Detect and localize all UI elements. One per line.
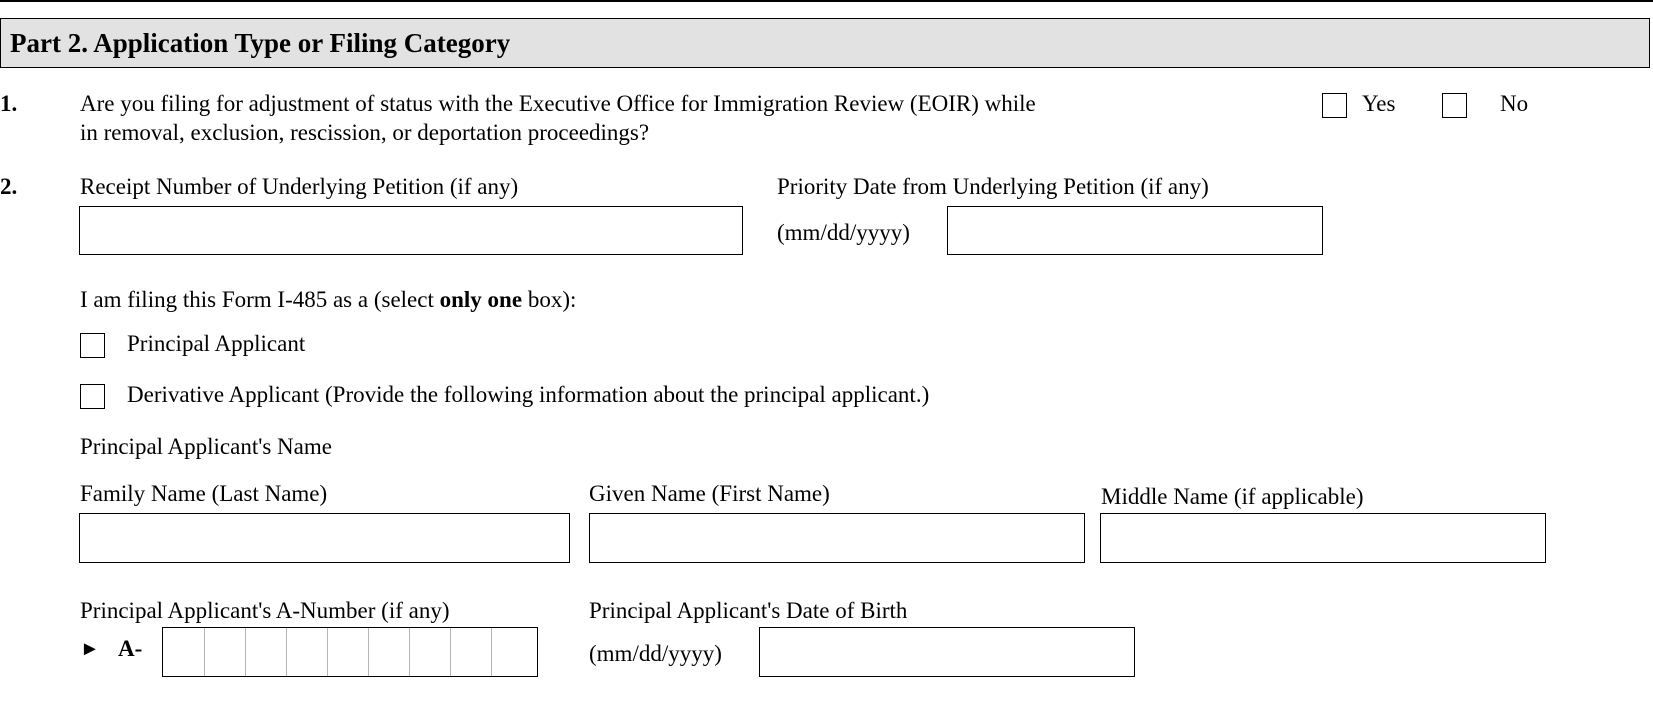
family-name-input[interactable] bbox=[79, 513, 570, 563]
a-number-cell-divider bbox=[245, 628, 246, 676]
a-number-input[interactable] bbox=[162, 627, 538, 677]
yes-label: Yes bbox=[1362, 91, 1396, 116]
principal-applicant-checkbox[interactable] bbox=[80, 333, 105, 358]
receipt-number-label: Receipt Number of Underlying Petition (if any) bbox=[80, 174, 519, 199]
filing-as-prefix: I am filing this Form I-485 as a (select bbox=[80, 287, 440, 312]
priority-date-input[interactable] bbox=[947, 206, 1323, 255]
filing-as-bold: only one bbox=[439, 287, 523, 312]
question-1-number: 1. bbox=[0, 91, 18, 116]
middle-name-input[interactable] bbox=[1100, 513, 1546, 563]
question-1-text-line2: in removal, exclusion, rescission, or deportation proceedings? bbox=[80, 120, 650, 145]
derivative-applicant-checkbox[interactable] bbox=[80, 384, 105, 409]
a-number-cell-divider bbox=[327, 628, 328, 676]
given-name-input[interactable] bbox=[589, 513, 1085, 563]
yes-checkbox[interactable] bbox=[1322, 93, 1347, 118]
dob-label: Principal Applicant's Date of Birth bbox=[589, 598, 908, 623]
question-1-text-line1: Are you filing for adjustment of status with the Executive Office for Immigration Review (EOIR) while bbox=[80, 91, 1036, 116]
dob-input[interactable] bbox=[759, 627, 1135, 677]
derivative-applicant-label: Derivative Applicant (Provide the following information about the principal applicant.) bbox=[127, 382, 930, 407]
question-2-number: 2. bbox=[0, 174, 18, 199]
priority-date-label: Priority Date from Underlying Petition (if any) bbox=[777, 174, 1209, 199]
a-number-cell-divider bbox=[409, 628, 410, 676]
no-label: No bbox=[1500, 91, 1529, 116]
part-title: Part 2. Application Type or Filing Category bbox=[10, 28, 511, 58]
arrow-right-icon: ► bbox=[80, 638, 100, 660]
principal-name-heading: Principal Applicant's Name bbox=[80, 434, 332, 459]
filing-as-suffix: box): bbox=[522, 287, 577, 312]
dob-format: (mm/dd/yyyy) bbox=[589, 641, 722, 666]
priority-date-format: (mm/dd/yyyy) bbox=[777, 220, 910, 245]
receipt-number-input[interactable] bbox=[79, 206, 743, 255]
a-number-prefix: A- bbox=[118, 636, 143, 661]
family-name-label: Family Name (Last Name) bbox=[80, 481, 328, 506]
part-header bbox=[0, 18, 1650, 68]
a-number-cell-divider bbox=[286, 628, 287, 676]
no-checkbox[interactable] bbox=[1442, 93, 1467, 118]
middle-name-label: Middle Name (if applicable) bbox=[1101, 484, 1364, 509]
given-name-label: Given Name (First Name) bbox=[589, 481, 830, 506]
a-number-cell-divider bbox=[491, 628, 492, 676]
top-rule bbox=[0, 0, 1653, 2]
a-number-label: Principal Applicant's A-Number (if any) bbox=[80, 598, 450, 623]
a-number-cell-divider bbox=[368, 628, 369, 676]
filing-as-instruction bbox=[80, 287, 576, 313]
a-number-cell-divider bbox=[204, 628, 205, 676]
principal-applicant-label: Principal Applicant bbox=[127, 331, 306, 356]
a-number-cell-divider bbox=[450, 628, 451, 676]
